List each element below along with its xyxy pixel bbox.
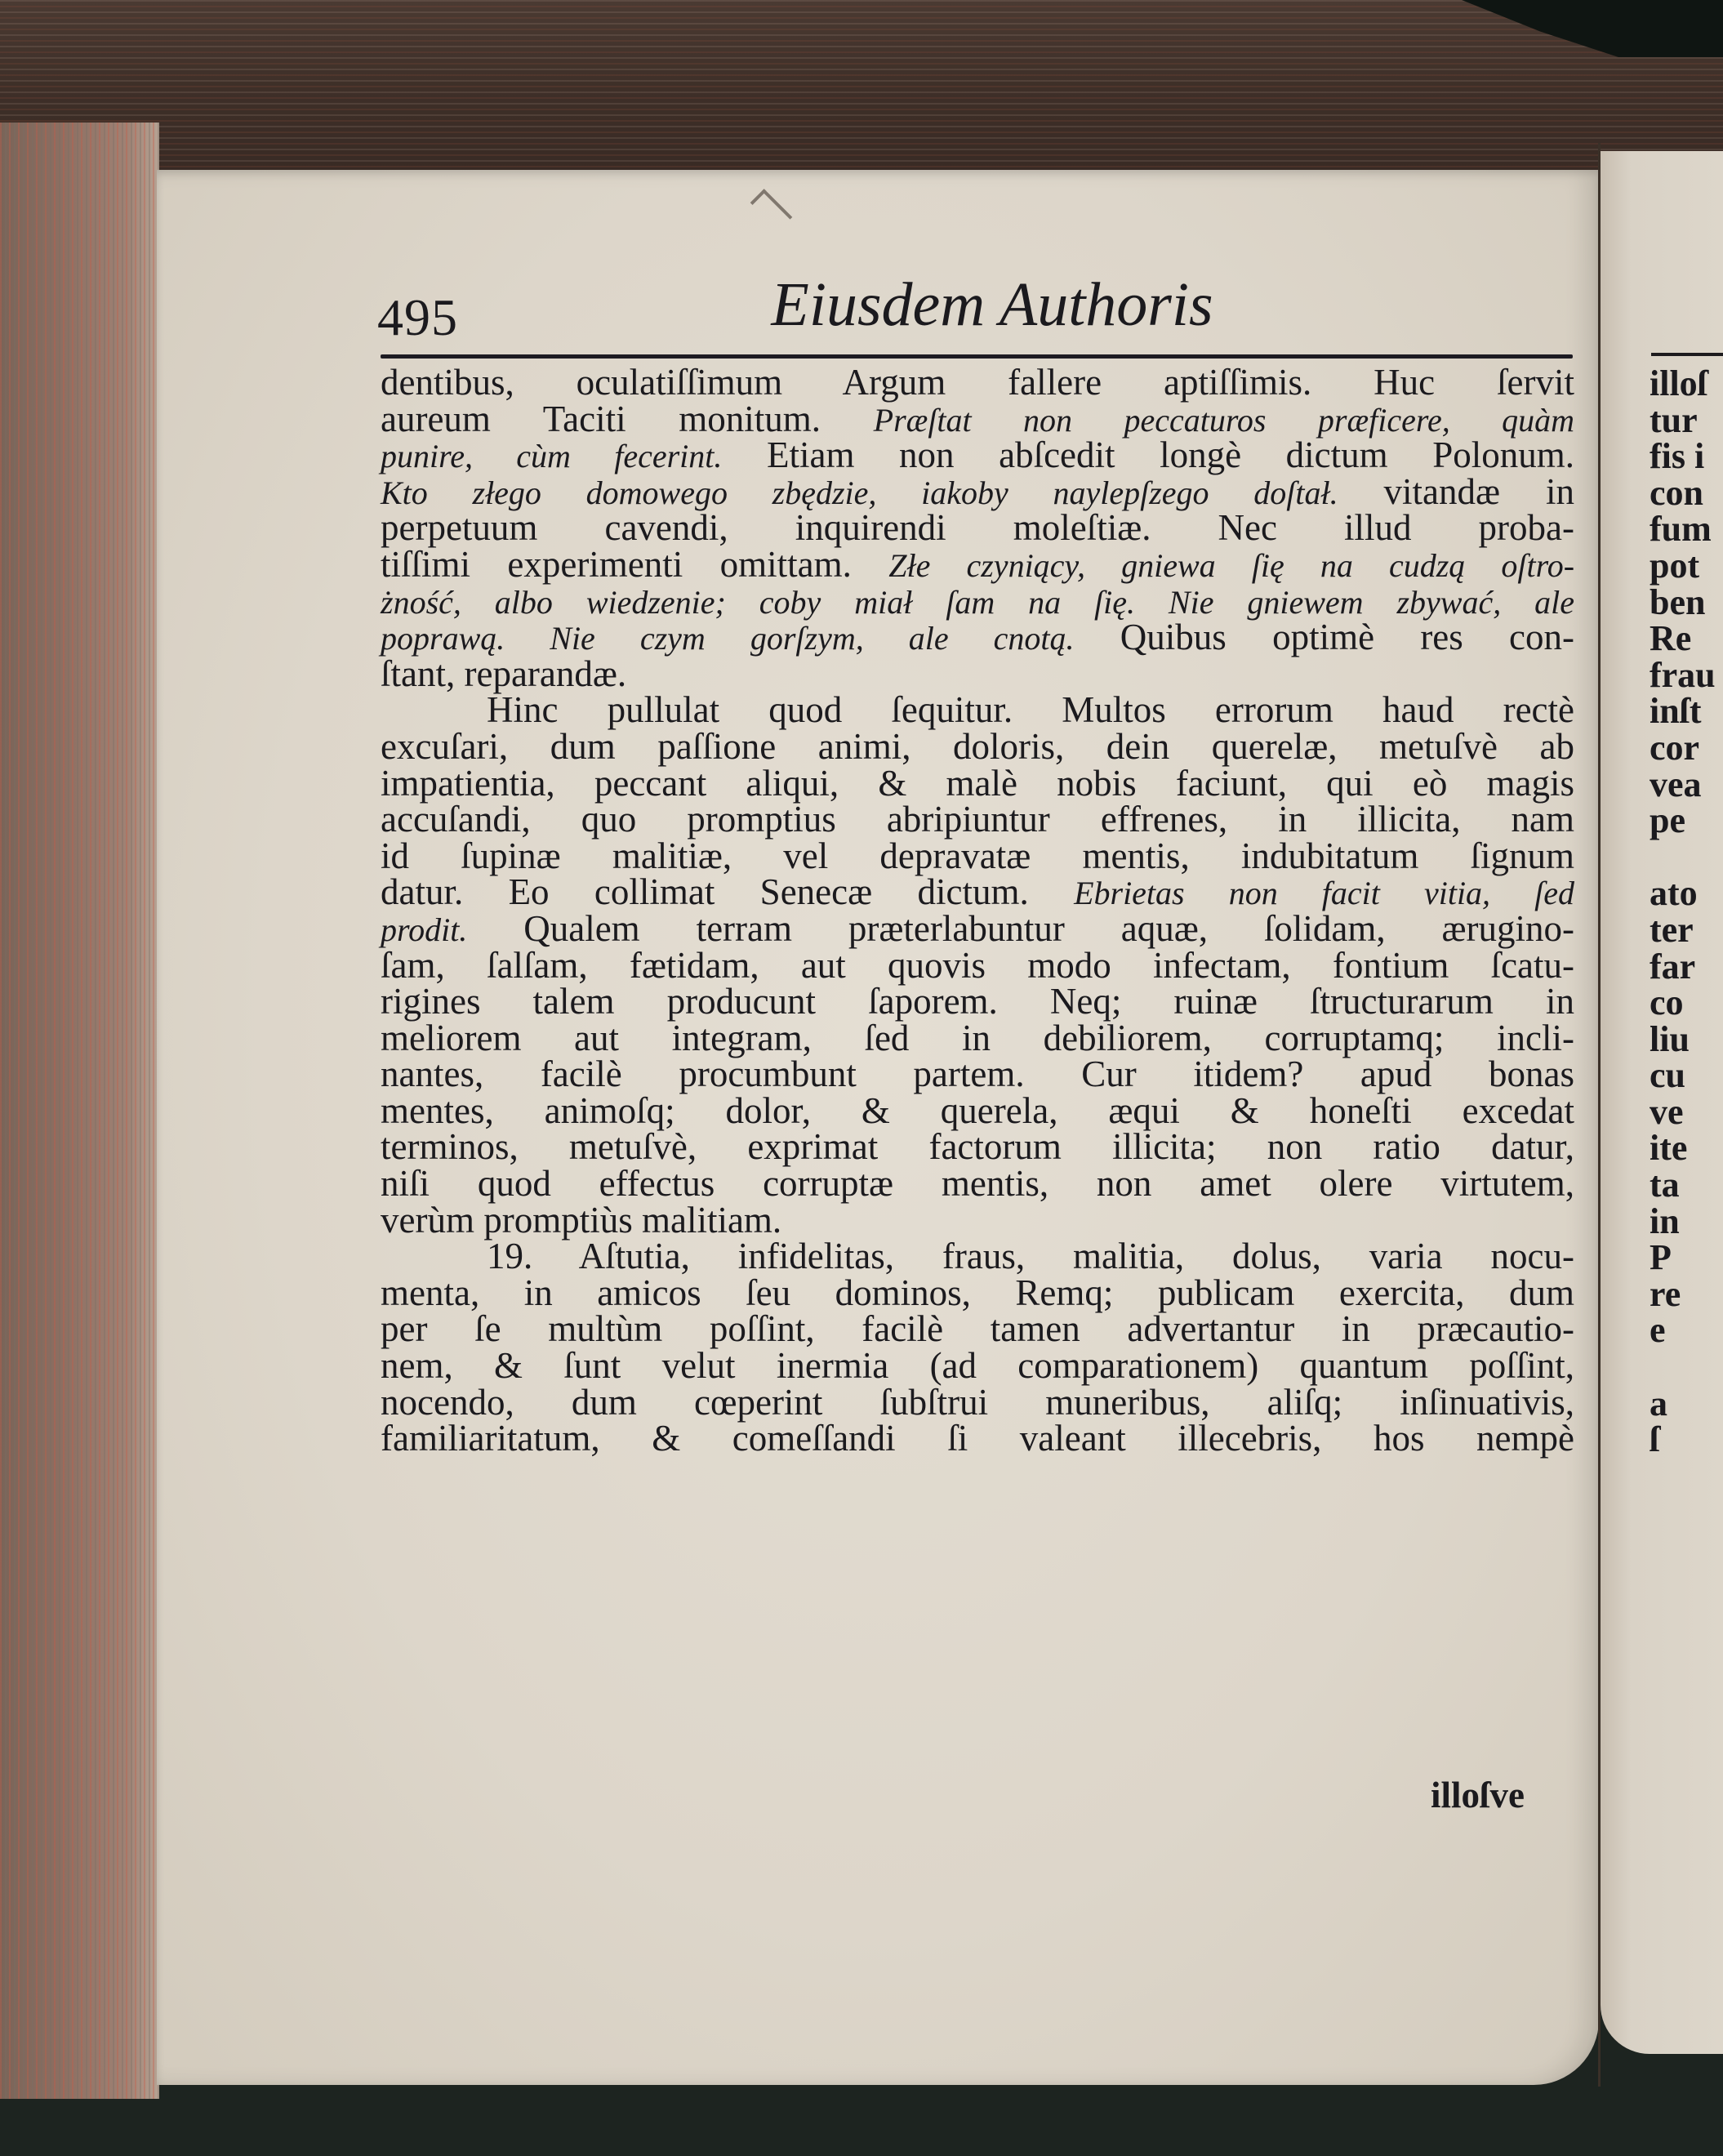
facing-line-fragment: a — [1650, 1383, 1667, 1423]
text-line — [381, 725, 1574, 767]
text-line — [381, 1345, 1574, 1387]
text-line — [381, 871, 1575, 913]
line-text: per ſe multùm poſſint, facilè tamen advertantur in præcautio- — [381, 1308, 1574, 1350]
line-text: niſi quod effectus corruptæ mentis, non amet olere virtutem, — [381, 1163, 1574, 1205]
line-text: nantes, facilè procumbunt partem. Cur itidem? apud bonas — [381, 1054, 1574, 1095]
facing-line-fragment: ato — [1650, 873, 1698, 914]
facing-header-rule — [1651, 353, 1723, 356]
italic-quote: prodit. — [381, 911, 468, 948]
text-line — [381, 507, 1574, 549]
text-line — [381, 653, 1574, 694]
text-line — [381, 835, 1574, 876]
catchword: illoſve — [1431, 1775, 1525, 1815]
facing-line-fragment: pot — [1650, 545, 1700, 586]
line-text: perpetuum cavendi, inquirendi moleſtiæ. Nec illud proba- — [381, 507, 1574, 549]
line-text: Quibus optimè res con- — [1120, 617, 1575, 658]
facing-line-fragment: tur — [1650, 399, 1698, 440]
facing-line-fragment: in — [1650, 1200, 1680, 1241]
facing-line-fragment: inſt — [1650, 691, 1702, 732]
line-text: ſam, ſalſam, fætidam, aut quovis modo infectam, fontium ſcatu- — [381, 944, 1574, 986]
text-line — [381, 1126, 1574, 1168]
facing-line-fragment: fum — [1650, 509, 1712, 550]
italic-quote: Præſtat non peccaturos præficere, quàm — [873, 401, 1574, 439]
line-text: nem, & ſunt velut inermia (ad comparationem) quantum poſſint, — [381, 1345, 1574, 1387]
line-text: aureum Taciti monitum. — [381, 398, 821, 439]
line-text: dentibus, oculatiſſimum Argum fallere aptiſſimis. Huc ſervit — [381, 362, 1574, 403]
line-text: Qualem terram præterlabuntur aquæ, ſolidam, ærugino- — [523, 907, 1574, 949]
facing-line-fragment: pe — [1650, 800, 1685, 841]
facing-line-fragment — [1650, 840, 1723, 876]
facing-line-fragment: fis i — [1650, 436, 1705, 477]
line-text: impatientia, peccant aliqui, & malè nobis faciunt, qui eò magis — [381, 762, 1574, 804]
line-text: terminos, metuſvè, exprimat factorum illicita; non ratio datur, — [381, 1126, 1574, 1168]
italic-quote: Kto złego domowego zbędzie, iakoby naylepſzego doſtał. — [381, 474, 1338, 511]
gutter — [1598, 143, 1601, 2087]
text-line — [381, 1017, 1574, 1058]
line-text: datur. Eo collimat Senecæ dictum. — [381, 871, 1029, 913]
text-line — [381, 619, 1574, 656]
text-line — [381, 1056, 1574, 1093]
facing-line-fragment: vea — [1650, 764, 1702, 804]
text-line — [381, 1272, 1574, 1313]
italic-quote: punire, cùm fecerint. — [381, 438, 723, 475]
top-page-edges — [0, 0, 1723, 176]
text-line — [381, 1238, 1574, 1275]
text-line — [381, 907, 1574, 949]
line-text: rigines talem producunt ſaporem. Neq; ruinæ ſtructurarum in — [381, 981, 1574, 1022]
running-head: Eiusdem Authoris — [771, 270, 1213, 339]
body-text — [381, 364, 1574, 1457]
facing-page-text — [1650, 366, 1723, 1459]
facing-line-fragment: ſ — [1650, 1419, 1660, 1459]
text-line — [381, 944, 1574, 986]
facing-line-fragment: co — [1650, 982, 1684, 1023]
facing-line-fragment: ve — [1650, 1091, 1684, 1132]
text-line — [381, 762, 1574, 804]
text-line — [381, 434, 1574, 476]
line-text: Etiam non abſcedit longè dictum Polonum. — [766, 434, 1574, 476]
italic-quote: Złe czyniący, gniewa ſię na cudzą oſtro- — [888, 546, 1575, 584]
line-text: vitandæ in — [1383, 470, 1575, 512]
facing-line-fragment: ben — [1650, 581, 1706, 622]
facing-line-fragment: cor — [1650, 727, 1700, 768]
text-line — [381, 1089, 1574, 1131]
line-text: familiaritatum, & comeſſandi ſi valeant illecebris, hos nempè — [381, 1418, 1574, 1459]
facing-line-fragment: ite — [1650, 1128, 1688, 1169]
facing-line-fragment: P — [1650, 1237, 1672, 1278]
text-line — [381, 689, 1574, 731]
line-text: Hinc pullulat quod ſequitur. Multos errorum haud rectè — [487, 689, 1574, 731]
line-text: meliorem aut integram, ſed in debiliorem, corruptamq; incli- — [381, 1017, 1574, 1058]
facing-line-fragment: liu — [1650, 1018, 1690, 1059]
page-number: 495 — [377, 288, 458, 346]
header-rule — [381, 354, 1573, 359]
facing-line-fragment: Re — [1650, 618, 1692, 659]
line-text: verùm promptiùs malitiam. — [381, 1199, 782, 1241]
line-text: accuſandi, quo promptius abripiuntur effrenes, in illicita, nam — [381, 799, 1574, 840]
facing-line-fragment: illoſ — [1650, 366, 1707, 403]
line-text: id ſupinæ malitiæ, vel depravatæ mentis, indubitatum ſignum — [381, 835, 1574, 876]
line-text: 19. Aſtutia, infidelitas, fraus, malitia, dolus, varia nocu- — [487, 1236, 1574, 1277]
italic-quote: żność, albo wiedzenie; coby miał ſam na ſię. Nie gniewem zbywać, ale — [381, 583, 1574, 621]
line-text: ſtant, reparandæ. — [381, 653, 627, 694]
facing-line-fragment: cu — [1650, 1055, 1685, 1096]
text-line — [381, 364, 1574, 401]
text-line — [381, 1420, 1574, 1457]
line-text: nocendo, dum cœperint ſubſtrui muneribus, aliſq; inſinuativis, — [381, 1381, 1574, 1423]
text-line — [381, 801, 1574, 838]
line-text: tiſſimi experimenti omittam. — [381, 543, 852, 585]
text-line — [381, 983, 1574, 1020]
text-line — [381, 1308, 1574, 1350]
line-text: excuſari, dum paſſione animi, doloris, dein querelæ, metuſvè ab — [381, 725, 1574, 767]
facing-line-fragment: far — [1650, 946, 1696, 987]
text-line — [381, 398, 1574, 439]
facing-line-fragment: ta — [1650, 1165, 1680, 1205]
text-line — [381, 1163, 1574, 1205]
line-text: mentes, animoſq; dolor, & querela, æqui & honeſti excedat — [381, 1089, 1574, 1131]
text-line — [381, 543, 1575, 585]
facing-line-fragment: ter — [1650, 909, 1694, 950]
text-line — [381, 1381, 1574, 1423]
line-text: menta, in amicos ſeu dominos, Remq; publicam exercita, dum — [381, 1272, 1574, 1313]
text-line — [381, 470, 1575, 512]
italic-quote: poprawą. Nie czym gorſzym, ale cnotą. — [381, 620, 1075, 657]
facing-line-fragment: con — [1650, 472, 1703, 513]
facing-line-fragment: e — [1650, 1310, 1666, 1351]
facing-line-fragment: re — [1650, 1273, 1681, 1314]
facing-line-fragment — [1650, 1349, 1723, 1386]
text-line — [381, 583, 1574, 620]
facing-line-fragment: frau — [1650, 654, 1716, 695]
text-line — [381, 1199, 1574, 1241]
italic-quote: Ebrietas non facit vitia, ſed — [1074, 875, 1575, 912]
left-page-edges — [0, 122, 159, 2099]
